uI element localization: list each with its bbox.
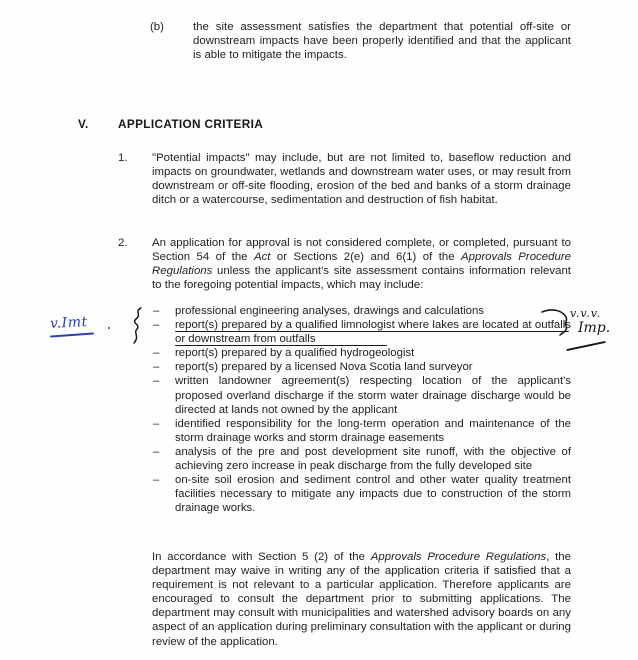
list-item bbox=[153, 374, 571, 416]
closing-part1: In accordance with Section 5 (2) of the bbox=[152, 551, 371, 563]
handwritten-brace-right-icon bbox=[540, 306, 574, 348]
section-number: V. bbox=[78, 117, 89, 131]
dash-icon: – bbox=[153, 319, 160, 332]
list-item-text: written landowner agreement(s) respecting location of the applicant's proposed overland discharge if the storm water drainage discharge would be directed at lands not owned by the applicant bbox=[175, 375, 571, 416]
list-item-text: identified responsibility for the long-term operation and maintenance of the storm drainage works and storm drainage easements bbox=[175, 417, 571, 444]
list-item bbox=[153, 304, 571, 318]
list-item bbox=[153, 360, 571, 374]
closing-paragraph bbox=[152, 550, 571, 649]
dash-icon: – bbox=[153, 474, 160, 487]
handwritten-note-left: v.Imt bbox=[49, 314, 89, 332]
handwritten-note-right-bottom: Imp. bbox=[578, 320, 611, 336]
list-item-text: report(s) prepared by a licensed Nova Scotia land surveyor bbox=[175, 361, 473, 374]
closing-part2: , the department may waive in writing any of the application criteria if satisfied that a requirement is not relevant to a particular application. Therefore applicants are encouraged to consult the department prior to submitting applications. The department may consult with municipalities and watershed advisory boards on any aspect of an application during preliminary consultation with the applicant or during review of the application. bbox=[152, 551, 572, 648]
item-2-italic-act: Act bbox=[253, 251, 271, 264]
dash-icon: – bbox=[153, 445, 160, 458]
dash-icon: – bbox=[153, 375, 160, 388]
handwritten-note-right-top: v.v.v. bbox=[570, 307, 602, 320]
list-item-highlighted bbox=[153, 318, 571, 346]
list-item bbox=[153, 473, 571, 515]
handwritten-brace-left-icon bbox=[130, 306, 146, 346]
dash-icon: – bbox=[153, 417, 160, 430]
list-item bbox=[153, 445, 571, 473]
dash-icon: – bbox=[153, 305, 160, 317]
clause-b-marker: (b) bbox=[150, 21, 164, 33]
list-item-text: professional engineering analyses, drawings and calculations bbox=[175, 305, 485, 317]
list-item-text: report(s) prepared by a qualified hydrogeologist bbox=[175, 347, 415, 360]
list-item-text: report(s) prepared by a qualified limnologist where lakes are located at outfalls or downstream from outfalls bbox=[175, 319, 571, 346]
dash-icon: – bbox=[153, 361, 160, 374]
list-item-text: on-site soil erosion and sediment control and other water quality treatment facilities necessary to mitigate any impacts due to construction of the storm drainage works. bbox=[175, 474, 571, 515]
handwritten-dot bbox=[108, 327, 110, 329]
list-item-text: analysis of the pre and post development site runoff, with the objective of achieving zero increase in peak discharge from the fully developed site bbox=[175, 445, 571, 473]
item-2-part3: unless the applicant's site assessment contains information relevant to the foregoing potential impacts, which may include: bbox=[152, 265, 571, 292]
closing-italic-regulations: Approvals Procedure Regulations bbox=[370, 551, 547, 563]
handwritten-underline-left bbox=[50, 332, 94, 337]
page-title: APPLICATION CRITERIA bbox=[118, 117, 264, 131]
list-item bbox=[153, 417, 571, 445]
list-item bbox=[153, 346, 571, 360]
item-1-marker: 1. bbox=[118, 152, 128, 164]
item-2-italic-regulations: Approvals Procedure Regulations bbox=[152, 251, 571, 278]
item-2-marker: 2. bbox=[118, 237, 128, 249]
clause-b-text: the site assessment satisfies the department that potential off-site or downstream impacts have been properly identified and that the applicant is able to mitigate the impacts. bbox=[193, 21, 571, 62]
item-2-part2: or Sections 2(e) and 6(1) of the bbox=[270, 251, 462, 264]
hand-underline-line-1 bbox=[175, 331, 569, 333]
criteria-bullet-list bbox=[153, 304, 571, 515]
item-2-text bbox=[152, 236, 571, 292]
item-1-text: "Potential impacts" may include, but are not limited to, baseflow reduction and impacts on groundwater, wetlands and downstream water uses, or may result from downstream or off-site flooding, erosion of the bed and banks of a storm drainage ditch or a watercourse, sedimentation and destruction of fish habitat. bbox=[152, 152, 571, 207]
dash-icon: – bbox=[153, 347, 160, 360]
item-2-part1: An application for approval is not considered complete, or completed, pursuant to Section 54 of the bbox=[152, 237, 571, 264]
